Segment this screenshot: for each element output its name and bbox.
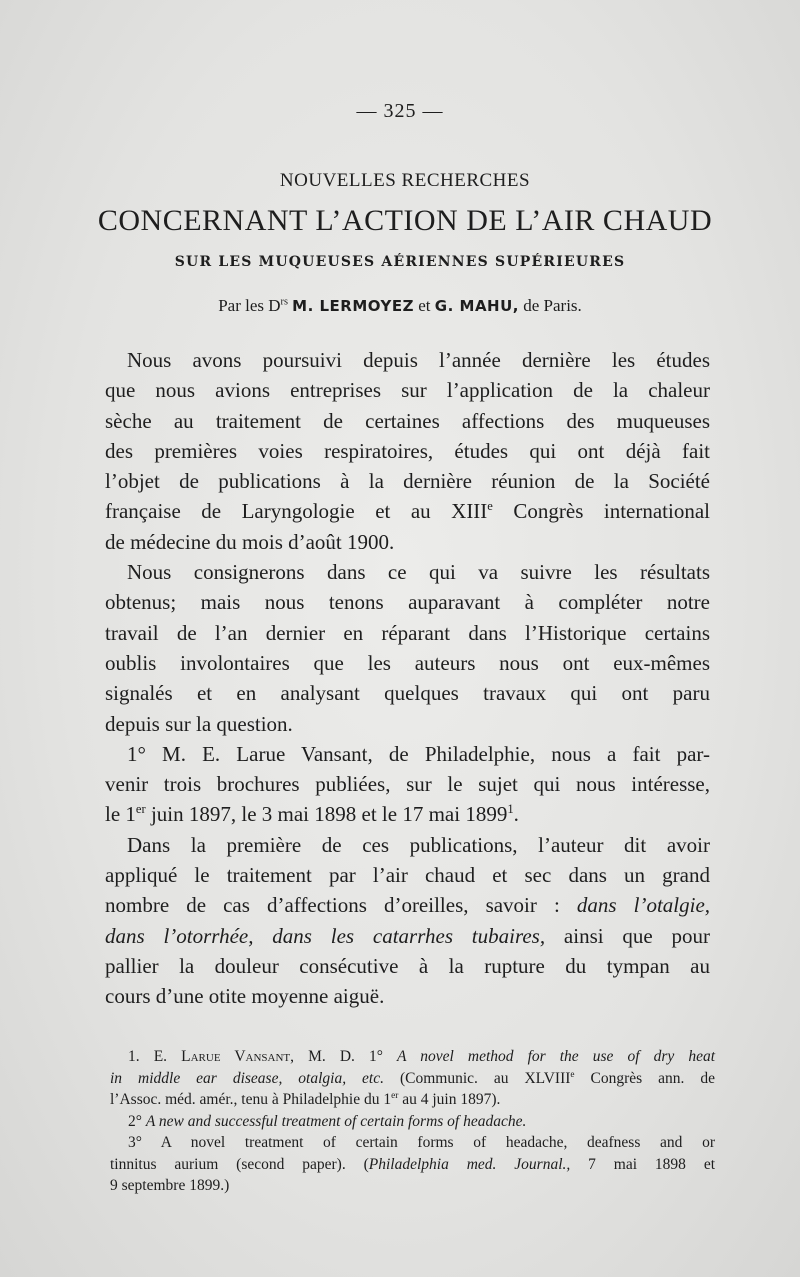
footnotes xyxy=(110,1046,715,1197)
text-line xyxy=(105,890,710,920)
superscript: e xyxy=(487,499,493,514)
text-fragment: tinnitus aurium (second paper). ( xyxy=(110,1155,369,1173)
footnote-line xyxy=(110,1154,715,1176)
text-line: oublis involontaires que les auteurs nous ont eux-mêmes xyxy=(105,650,710,675)
superscript: er xyxy=(135,802,146,817)
byline-suffix: de Paris. xyxy=(523,296,582,315)
text-fragment: l’Assoc. méd. amér., tenu à Philadelphie du 1 xyxy=(110,1091,392,1108)
text-line: Nous avons poursuivi depuis l’année dernière les études xyxy=(127,348,710,372)
footnote-ref: 1 xyxy=(507,802,514,817)
body-text xyxy=(105,345,710,1012)
text-fragment: 7 mai 1898 et xyxy=(588,1155,715,1173)
author-1: M. LERMOYEZ xyxy=(292,297,414,315)
footnote-line xyxy=(110,1089,715,1111)
text-italic: dans l’otalgie, xyxy=(576,893,711,918)
text-italic: A novel method for the use of dry heat xyxy=(396,1048,716,1065)
superscript: er xyxy=(391,1090,399,1101)
title-line-2: CONCERNANT L’ACTION DE L’AIR CHAUD xyxy=(97,204,713,237)
text-line xyxy=(105,799,710,829)
footnote-line: 3° A novel treatment of certain forms of headache, deafness and or xyxy=(128,1134,715,1151)
page-number: — 325 — xyxy=(356,100,444,122)
text-line: cours d’une otite moyenne aiguë. xyxy=(105,984,385,1009)
text-italic: in middle ear disease, otalgia, etc. xyxy=(110,1069,384,1087)
author-2: G. MAHU, xyxy=(434,297,519,315)
text-fragment: 2° xyxy=(128,1112,142,1130)
text-line: que nous avions entreprises sur l’application de la chaleur xyxy=(105,378,710,403)
text-line: de médecine du mois d’août 1900. xyxy=(105,529,395,554)
title-line-1: NOUVELLES RECHERCHES xyxy=(279,170,531,191)
text-line: des premières voies respiratoires, études qui ont déjà fait xyxy=(105,438,710,463)
title-line-3: SUR LES MUQUEUSES AÉRIENNES SUPÉRIEURES xyxy=(174,254,626,270)
text-fragment: . xyxy=(513,802,519,827)
text-line: 1° M. E. Larue Vansant, de Philadelphie, nous a fait par- xyxy=(127,741,710,766)
text-fragment: ainsi que pour xyxy=(563,923,710,948)
text-line: obtenus; mais nous tenons auparavant à compléter notre xyxy=(105,590,710,615)
byline-prefix-sup: rs xyxy=(280,296,288,308)
text-fragment: Congrès ann. de xyxy=(590,1069,716,1087)
text-fragment: française de Laryngologie et au XIII xyxy=(105,499,488,524)
text-line xyxy=(105,496,710,526)
text-smallcaps: Larue Vansant, xyxy=(181,1048,295,1065)
text-italic: dans l’otorrhée, dans les catarrhes tubaires, xyxy=(105,923,546,948)
text-line: signalés et en analysant quelques travaux qui ont paru xyxy=(105,681,710,706)
text-line: Dans la première de ces publications, l’auteur dit avoir xyxy=(127,832,710,857)
text-italic: Philadelphia med. Journal., xyxy=(368,1155,571,1173)
superscript: e xyxy=(570,1069,575,1080)
text-line: travail de l’an dernier en réparant dans l’Historique certains xyxy=(105,620,710,645)
text-line: l’objet de publications à la dernière réunion de la Société xyxy=(105,469,710,494)
text-fragment: Congrès international xyxy=(513,499,711,524)
text-line: sèche au traitement de certaines affections des muqueuses xyxy=(105,408,710,433)
text-fragment: juin 1897, le 3 mai 1898 et le 17 mai 1899 xyxy=(150,802,508,827)
text-italic: A new and successful treatment of certain forms of headache. xyxy=(145,1112,527,1130)
text-line xyxy=(105,921,710,951)
text-fragment: (Communic. au XLVIII xyxy=(399,1069,571,1087)
footnote-line xyxy=(110,1111,715,1133)
text-fragment: M. D. 1° xyxy=(308,1048,383,1065)
text-line: depuis sur la question. xyxy=(105,711,293,736)
text-line: venir trois brochures publiées, sur le sujet qui nous intéresse, xyxy=(105,772,710,797)
footnote-line xyxy=(110,1046,715,1068)
byline xyxy=(0,296,800,316)
text-line: pallier la douleur consécutive à la rupture du tympan au xyxy=(105,953,710,978)
text-fragment: le 1 xyxy=(105,802,136,827)
text-fragment: nombre de cas d’affections d’oreilles, savoir : xyxy=(105,893,560,918)
footnote-line: 9 septembre 1899.) xyxy=(110,1177,230,1194)
footnote-line xyxy=(110,1068,715,1090)
text-fragment: 1. E. xyxy=(128,1048,168,1065)
text-fragment: au 4 juin 1897). xyxy=(402,1091,501,1108)
byline-prefix: Par les D xyxy=(218,296,281,315)
byline-joiner: et xyxy=(418,296,431,315)
text-line: appliqué le traitement par l’air chaud et sec dans un grand xyxy=(105,863,710,888)
text-line: Nous consignerons dans ce qui va suivre les résultats xyxy=(127,560,710,585)
